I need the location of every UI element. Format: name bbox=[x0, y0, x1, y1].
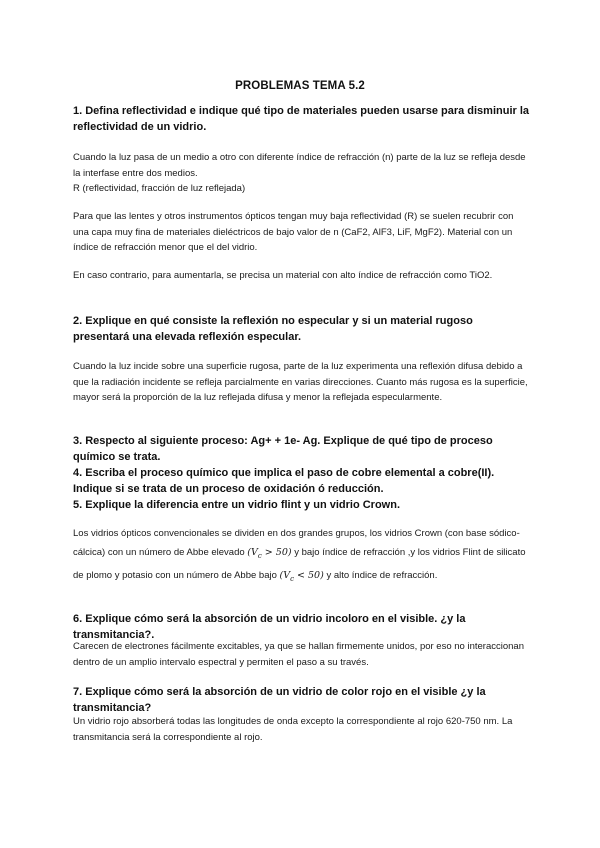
answer-2-text: Cuando la luz incide sobre una superficie rugosa, parte de la luz experimenta una reflexión difusa debido a que la radiación incidente se refleja parcialmente en varias direcciones. Cuanto más rugosa es la superficie, mayor será la proporción de la luz reflejada difusa y menor la reflejada especularmente. bbox=[73, 361, 528, 403]
answer-7-text: Un vidrio rojo absorberá todas las longitudes de onda excepto la correspondiente al rojo 620-750 nm. La transmitancia será la correspondiente al rojo. bbox=[73, 716, 513, 743]
question-7 bbox=[73, 684, 531, 716]
question-2-text: 2. Explique en qué consiste la reflexión no especular y si un material rugoso presentará una elevada reflexión especular. bbox=[73, 315, 473, 343]
answer-1-paragraph-3: En caso contrario, para aumentarla, se precisa un material con alto índice de refracción como TiO2. bbox=[73, 270, 493, 281]
question-6-text: 6. Explique cómo será la absorción de un vidrio incoloro en el visible. ¿y la transmitancia?. bbox=[73, 613, 466, 641]
question-3-text: 3. Respecto al siguiente proceso: Ag+ + 1e- Ag. Explique de qué tipo de proceso químico se trata. bbox=[73, 435, 493, 463]
abbe-formula-high: $(V_c > 50)$ bbox=[247, 547, 292, 560]
answer-6-text: Carecen de electrones fácilmente excitables, ya que se hallan firmemente unidos, por eso no interaccionan dentro de un amplio intervalo espectral y permiten el paso a su través. bbox=[73, 641, 524, 668]
answer-5 bbox=[73, 524, 531, 589]
answer-2 bbox=[73, 359, 531, 406]
question-1 bbox=[73, 103, 531, 135]
question-4-text: 4. Escriba el proceso químico que implica el paso de cobre elemental a cobre(II). Indique si se trata de un proceso de oxidación ó reducción. bbox=[73, 467, 495, 495]
answer-1-coatings bbox=[73, 209, 531, 256]
document-title: PROBLEMAS TEMA 5.2 bbox=[235, 80, 365, 92]
answer-1-increase bbox=[73, 268, 531, 284]
question-1-text: 1. Defina reflectividad e indique qué tipo de materiales pueden usarse para disminuir la reflectividad de un vidrio. bbox=[73, 105, 530, 133]
answer-1-paragraph-1: Cuando la luz pasa de un medio a otro con diferente índice de refracción (n) parte de la luz se refleja desde la interfase entre dos medios. bbox=[73, 152, 526, 179]
answer-1-paragraph-2: Para que las lentes y otros instrumentos ópticos tengan muy baja reflectividad (R) se suelen recubrir con una capa muy fina de materiales dieléctricos de bajo valor de n (CaF2, AlF3, LiF, MgF2). Material con un índice de refracción menor que el del vidrio. bbox=[73, 211, 514, 253]
abbe-formula-low: $(V_c < 50)$ bbox=[279, 569, 324, 583]
answer-7 bbox=[73, 714, 531, 745]
question-2 bbox=[73, 313, 531, 345]
answer-1 bbox=[73, 150, 531, 197]
answer-1-reflectivity-definition: R (reflectividad, fracción de luz reflejada) bbox=[73, 183, 246, 194]
questions-3-to-5 bbox=[73, 433, 531, 513]
answer-6 bbox=[73, 639, 531, 670]
answer-5-text: Los vidrios ópticos convencionales se dividen en dos grandes grupos, los vidrios Crown (con base sódico-cálcica) con un número de Abbe elevado $(V_c > 50)$ y bajo índice de refracción ,y los vidrios Flint de silicato de plomo y potasio con un número de Abbe bajo $(V_c < 50)$ y alto índice de refracción. bbox=[73, 528, 526, 583]
question-5-text: 5. Explique la diferencia entre un vidrio flint y un vidrio Crown. bbox=[73, 499, 400, 511]
question-7-text: 7. Explique cómo será la absorción de un vidrio de color rojo en el visible ¿y la transmitancia? bbox=[73, 686, 486, 714]
